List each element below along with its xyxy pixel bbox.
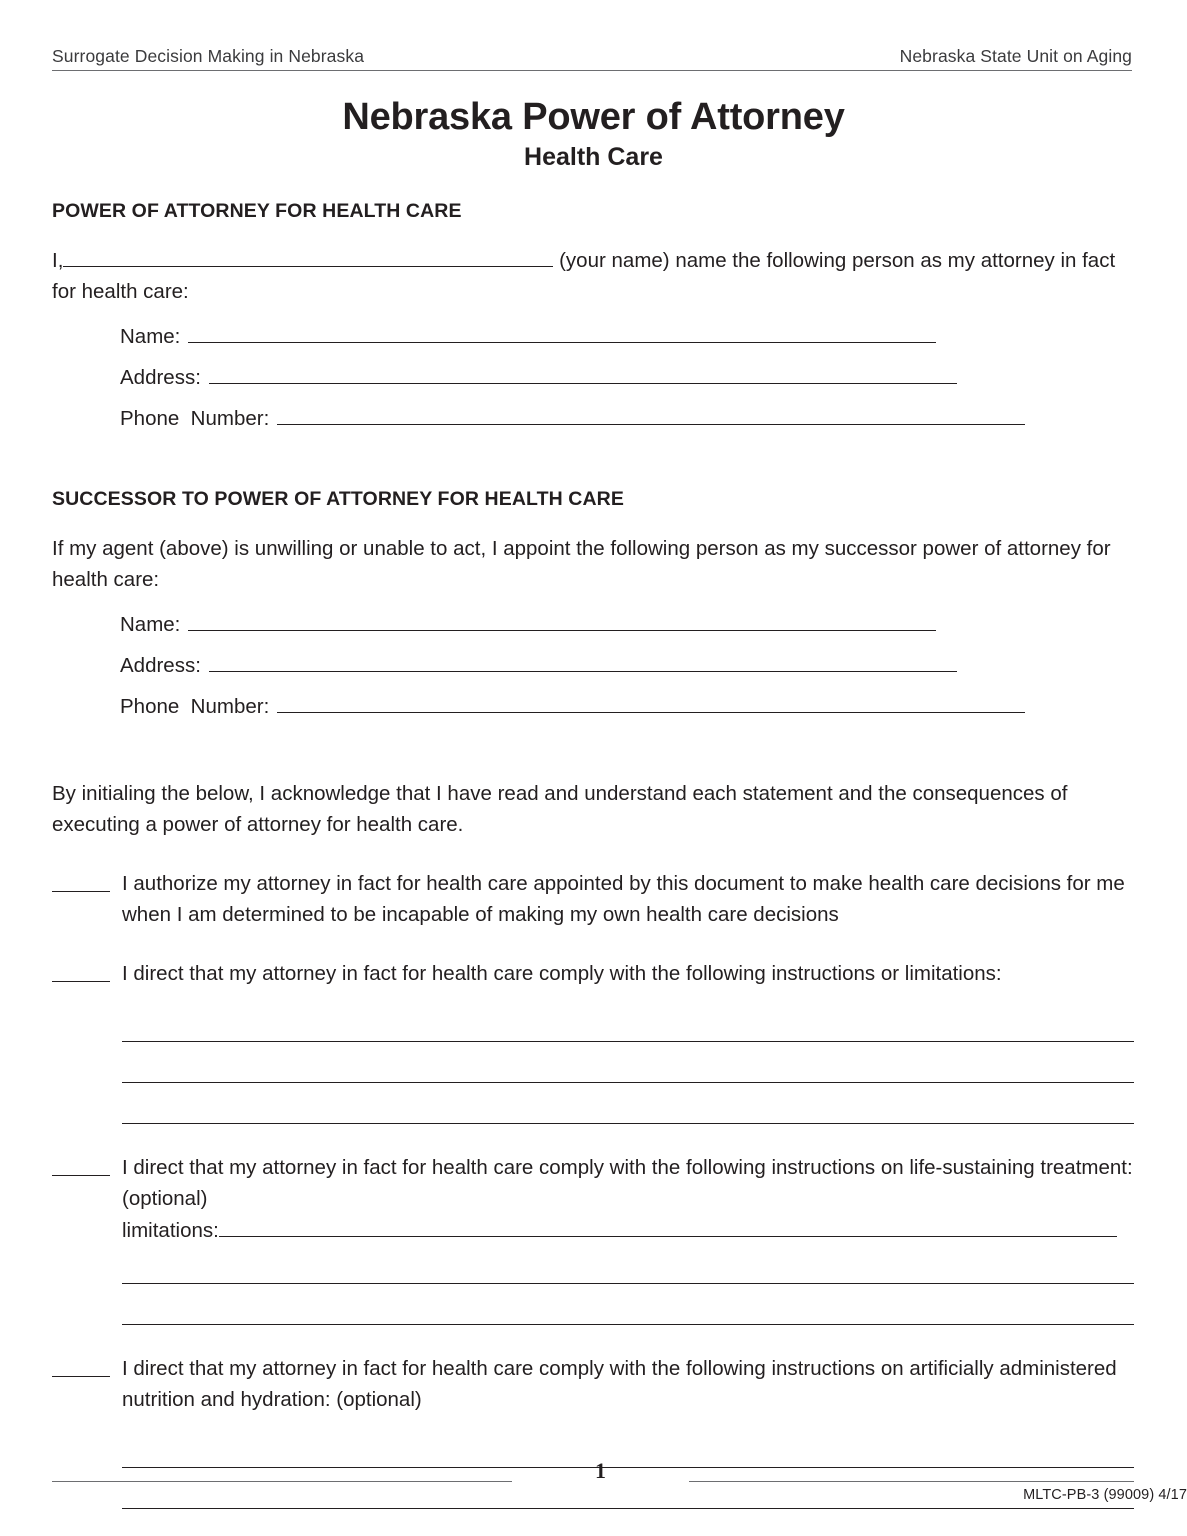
- page-footer: [52, 1458, 1134, 1492]
- footer-rule-left: [52, 1481, 512, 1482]
- writing-line[interactable]: [122, 1509, 1134, 1536]
- initial-blank-3[interactable]: [52, 1152, 110, 1176]
- writing-line[interactable]: [122, 1083, 1134, 1124]
- poa-fields: [120, 325, 1134, 448]
- successor-field-phone: [120, 695, 1134, 736]
- poa-intro-paragraph: [52, 245, 1134, 307]
- your-name-fill-line[interactable]: [63, 249, 553, 267]
- initial-blank-1[interactable]: [52, 868, 110, 892]
- document-subtitle: Health Care: [524, 143, 663, 171]
- poa-field-address: [120, 366, 1134, 407]
- running-header: [52, 46, 1132, 71]
- form-code: MLTC-PB-3 (99009) 4/17: [1023, 1487, 1187, 1503]
- successor-field-name-input[interactable]: [188, 613, 936, 631]
- successor-fields: [120, 613, 1134, 736]
- successor-intro-paragraph: If my agent (above) is unwilling or unable to act, I appoint the following person as my successor power of attorney for health care:: [52, 537, 1111, 591]
- poa-field-name-label: Name:: [120, 325, 181, 348]
- limitations-input[interactable]: [219, 1218, 1117, 1237]
- limitations-label: limitations:: [122, 1219, 219, 1242]
- initial-item: [52, 1353, 1134, 1415]
- poa-field-address-input[interactable]: [209, 366, 957, 384]
- initial-item-text-3: I direct that my attorney in fact for health care comply with the following instructions on life-sustaining treatment: (optional): [122, 1156, 1133, 1210]
- initial-item-text-2: I direct that my attorney in fact for health care comply with the following instructions or limitations:: [122, 962, 1002, 985]
- limitations-field-row: [122, 1218, 1134, 1243]
- writing-line[interactable]: [122, 1427, 1134, 1468]
- document-title: Nebraska Power of Attorney: [342, 96, 845, 138]
- section-heading-power-of-attorney: POWER OF ATTORNEY FOR HEALTH CARE: [52, 200, 462, 222]
- successor-field-address-input[interactable]: [209, 654, 957, 672]
- header-left-text: Surrogate Decision Making in Nebraska: [52, 46, 365, 66]
- writing-lines-item-2: [122, 1001, 1134, 1124]
- writing-line[interactable]: [122, 1001, 1134, 1042]
- poa-field-name: [120, 325, 1134, 366]
- successor-field-address-label: Address:: [120, 654, 201, 677]
- poa-field-address-label: Address:: [120, 366, 201, 389]
- successor-field-name: [120, 613, 1134, 654]
- initial-blank-2[interactable]: [52, 958, 110, 982]
- poa-intro-after: (your name) name the following person as my attorney in fact for health care:: [52, 249, 1116, 303]
- successor-field-phone-label: Phone Number:: [120, 695, 270, 718]
- poa-field-phone: [120, 407, 1134, 448]
- initial-item-text-1: I authorize my attorney in fact for health care appointed by this document to make health care decisions for me when I am determined to be incapable of making my own health care decisions: [122, 872, 1125, 926]
- successor-field-address: [120, 654, 1134, 695]
- poa-field-name-input[interactable]: [188, 325, 936, 343]
- writing-line[interactable]: [122, 1243, 1134, 1284]
- header-right-text: Nebraska State Unit on Aging: [899, 46, 1132, 66]
- writing-line[interactable]: [122, 1042, 1134, 1083]
- initial-item: [52, 868, 1134, 930]
- footer-rule-right: [689, 1481, 1134, 1482]
- initial-item: [52, 958, 1134, 989]
- page-number: 1: [595, 1458, 606, 1483]
- acknowledgement-paragraph: By initialing the below, I acknowledge that I have read and understand each statement and the consequences of executing a power of attorney for health care.: [52, 782, 1068, 836]
- poa-field-phone-label: Phone Number:: [120, 407, 270, 430]
- section-heading-successor: SUCCESSOR TO POWER OF ATTORNEY FOR HEALTH CARE: [52, 488, 624, 510]
- initial-item-text-4: I direct that my attorney in fact for health care comply with the following instructions on artificially administered nutrition and hydration: (optional): [122, 1357, 1117, 1411]
- writing-lines-item-3: [122, 1218, 1134, 1325]
- poa-field-phone-input[interactable]: [277, 407, 1025, 425]
- document-body: [52, 200, 1134, 1536]
- initial-blank-4[interactable]: [52, 1353, 110, 1377]
- successor-field-name-label: Name:: [120, 613, 181, 636]
- writing-line[interactable]: [122, 1284, 1134, 1325]
- initial-item: [52, 1152, 1134, 1214]
- poa-intro-before: I,: [52, 249, 64, 272]
- successor-field-phone-input[interactable]: [277, 695, 1025, 713]
